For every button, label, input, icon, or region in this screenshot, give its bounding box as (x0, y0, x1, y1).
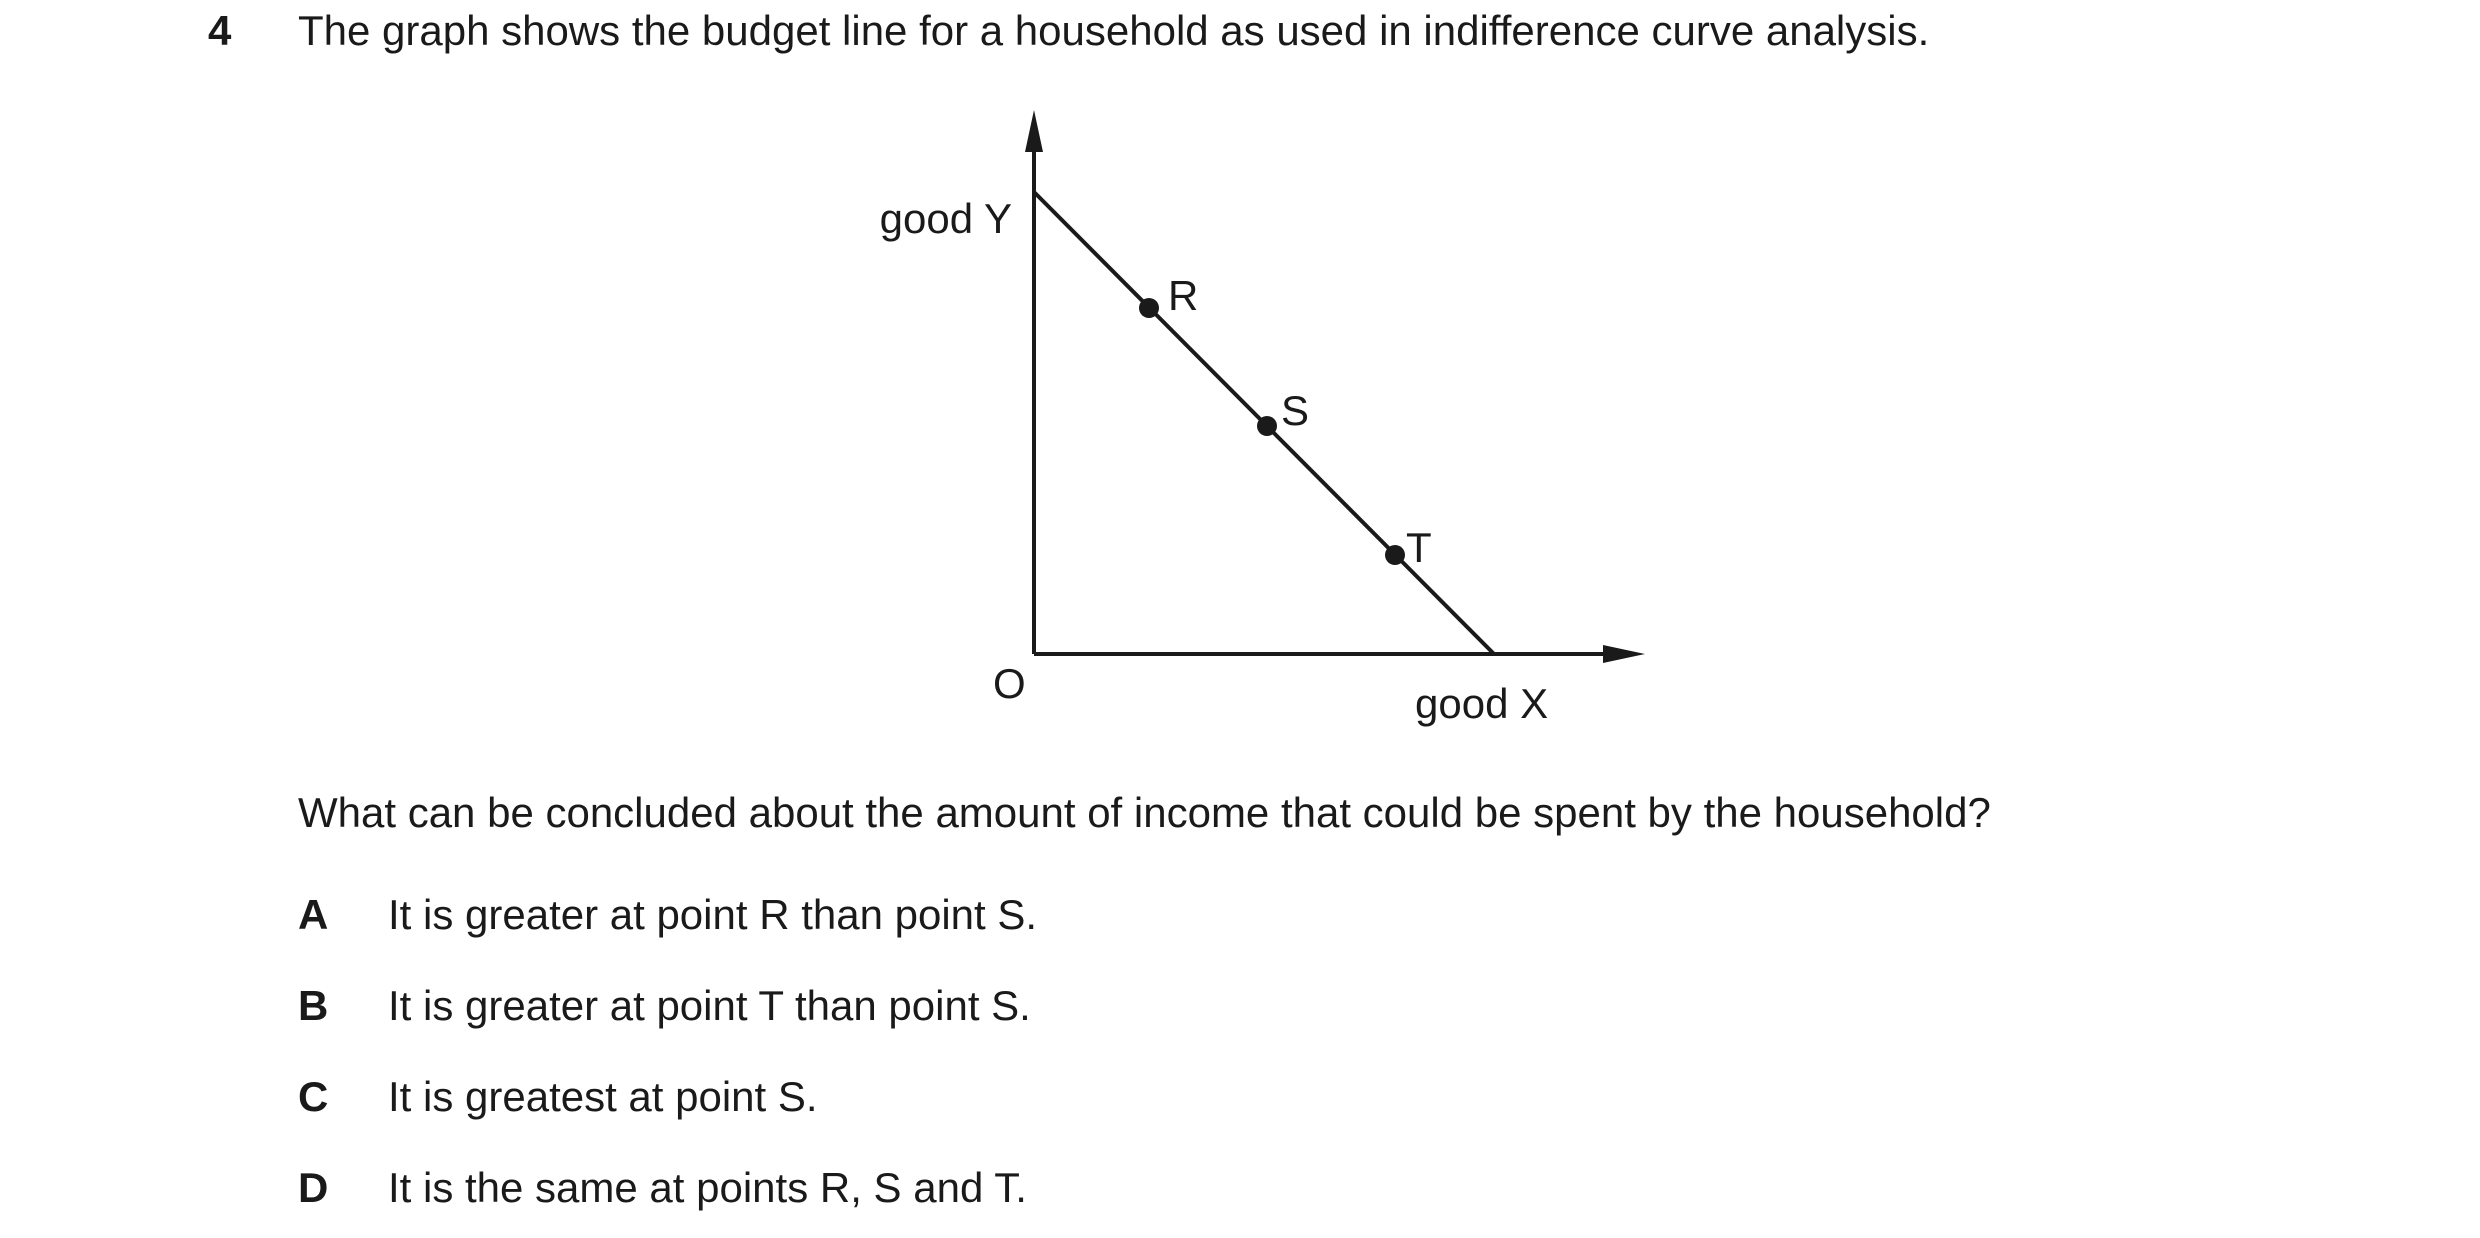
option-text: It is greatest at point S. (388, 1073, 818, 1120)
y-axis-label: good Y (879, 195, 1012, 242)
question-prompt: What can be concluded about the amount of income that could be spent by the household? (298, 789, 1991, 836)
point-s-marker (1257, 416, 1277, 436)
x-axis-arrow (1603, 645, 1645, 663)
option-text: It is greater at point R than point S. (388, 891, 1038, 938)
option-letter: C (298, 1073, 329, 1120)
option-c[interactable] (298, 1068, 818, 1126)
question-number: 4 (208, 7, 232, 54)
x-axis-label: good X (1415, 680, 1549, 727)
option-d[interactable] (298, 1159, 1027, 1217)
option-text: It is greater at point T than point S. (388, 982, 1031, 1029)
option-a[interactable] (298, 886, 1037, 944)
point-r-label: R (1168, 272, 1199, 319)
option-text: It is the same at points R, S and T. (388, 1164, 1027, 1211)
point-s-label: S (1281, 387, 1310, 434)
y-axis-arrow (1025, 110, 1043, 152)
point-r-marker (1139, 298, 1159, 318)
option-letter: B (298, 982, 329, 1029)
point-t-marker (1385, 545, 1405, 565)
option-b[interactable] (298, 977, 1031, 1035)
option-letter: D (298, 1164, 329, 1211)
option-letter: A (298, 891, 329, 938)
point-t-label: T (1406, 524, 1432, 571)
origin-label: O (993, 660, 1026, 707)
question-text: The graph shows the budget line for a household as used in indifference curve analysis. (298, 7, 1930, 54)
